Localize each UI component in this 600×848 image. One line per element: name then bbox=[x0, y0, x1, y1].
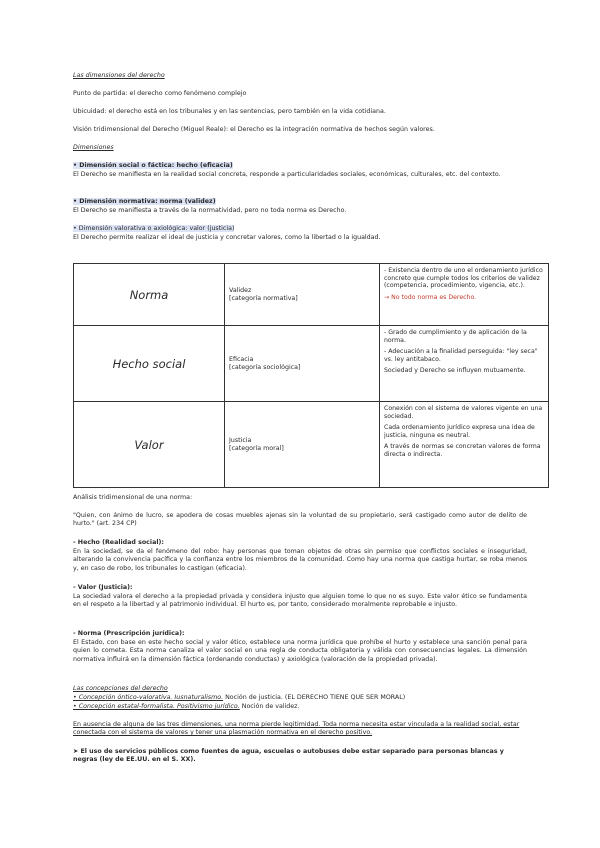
dimension-text: El Derecho permite realizar el ideal de justicia y concretar valores, como la libertad o la igualdad. bbox=[73, 234, 381, 241]
row-header: Hecho social bbox=[74, 326, 225, 402]
dimensions-heading: Dimensiones bbox=[73, 144, 114, 151]
intro-line: Punto de partida: el derecho como fenómeno complejo bbox=[73, 90, 247, 97]
analysis-heading: - Hecho (Realidad social): bbox=[73, 539, 164, 546]
attribute-cell: Justicia [categoría moral] bbox=[225, 402, 380, 488]
concept-item: • Concepción óntico-valorativa. Iusnaturalismo. Noción de justicia. (EL DERECHO TIENE QUE SER MORAL) bbox=[73, 694, 406, 701]
analysis-text: El Estado, con base en este hecho social y valor ético, establece una norma jurídica que prohíbe el hurto y establece una sanción penal para quien lo cometa. Esta norma canaliza el valor social en una regla de conducta obligatoria y válida con consecuencias legales. La dimensión normativa influirá en la dimensión fáctica (ordenando conductas) y axiológica (valoración de la propiedad privada). bbox=[73, 639, 527, 663]
row-header: Norma bbox=[74, 264, 225, 326]
final-note: ➤ El uso de servicios públicos como fuentes de agua, escuelas o autobuses debe estar separado para personas blancas y negras (ley de EE.UU. en el S. XX). bbox=[73, 748, 504, 764]
dimension-title: • Dimensión valorativa o axiológica: valor (justicia) bbox=[73, 225, 235, 232]
dimension-text: El Derecho se manifiesta a través de la normatividad, pero no toda norma es Derecho. bbox=[73, 207, 347, 214]
highlight-note: → No todo norma es Derecho. bbox=[384, 293, 477, 301]
analysis-title: Análisis tridimensional de una norma: bbox=[73, 494, 193, 501]
intro-line: Visión tridimensional del Derecho (Miguel Reale): el Derecho es la integración normativa de hechos según valores. bbox=[73, 126, 435, 133]
dimension-title: • Dimensión social o fáctica: hecho (eficacia) bbox=[73, 162, 233, 169]
concept-item: • Concepción estatal-formalista. Positivismo jurídico. Noción de validez. bbox=[73, 703, 300, 710]
dimension-title: • Dimensión normativa: norma (validez) bbox=[73, 198, 216, 205]
table-row bbox=[74, 402, 549, 488]
conclusion: En ausencia de alguna de las tres dimensiones, una norma pierde legitimidad. Toda norma necesita estar vinculada a la realidad social, estar conectada con el sistema de valores y tener una plasmación normativa en el derecho positivo. bbox=[73, 721, 520, 737]
quote: "Quien, con ánimo de lucro, se apodera de cosas muebles ajenas sin la voluntad de su propietario, será castigado como autor de delito de hurto." (art. 234 CP) bbox=[73, 512, 527, 528]
intro-line: Ubicuidad: el derecho está en los tribunales y en las sentencias, pero también en la vida cotidiana. bbox=[73, 108, 386, 115]
table-row bbox=[74, 264, 549, 326]
attribute-cell: Validez [categoría normativa] bbox=[225, 264, 380, 326]
analysis-heading: - Norma (Prescripción jurídica): bbox=[73, 630, 185, 637]
dimension-text: El Derecho se manifiesta en la realidad social concreta, responde a particularidades sociales, económicas, culturales, etc. del contexto. bbox=[73, 171, 501, 178]
notes-cell: Conexión con el sistema de valores vigente en una sociedad. Cada ordenamiento jurídico expresa una idea de justicia, ninguna es neutral. A través de normas se concretan valores de forma directa o indirecta. bbox=[380, 402, 549, 488]
dimensions-table bbox=[73, 263, 549, 488]
notes-cell: - Grado de cumplimiento y de aplicación de la norma. - Adecuación a la finalidad perseguida: "ley seca" vs. ley antitabaco. Sociedad y Derecho se influyen mutuamente. bbox=[380, 326, 549, 402]
attribute-cell: Eficacia [categoría sociológica] bbox=[225, 326, 380, 402]
concepts-title: Las concepciones del derecho bbox=[73, 685, 168, 692]
analysis-text: En la sociedad, se da el fenómeno del robo: hay personas que toman objetos de otras sin permiso que conflictos sociales e inseguridad, alterando la convivencia pacífica y la confianza entre los miembros de la comunidad. Como hay una norma que castiga hurtar, se roba menos y, en caso de robo, los tribunales lo castigan (eficacia). bbox=[73, 548, 527, 572]
table-row bbox=[74, 326, 549, 402]
analysis-heading: - Valor (Justicia): bbox=[73, 584, 133, 591]
analysis-text: La sociedad valora el derecho a la propiedad privada y considera injusto que alguien tome lo que no es suyo. Este valor ético se fundamenta en el respeto a la libertad y al patrimonio individual. El hurto es, por tanto, considerado moralmente reprobable e injusto. bbox=[73, 593, 527, 609]
notes-cell: - Existencia dentro de uno el ordenamiento jurídico concreto que cumple todos los criterios de validez (competencia, procedimiento, vigencia, etc.). → No todo norma es Derecho. bbox=[380, 264, 549, 326]
row-header: Valor bbox=[74, 402, 225, 488]
document-title: Las dimensiones del derecho bbox=[73, 72, 165, 79]
